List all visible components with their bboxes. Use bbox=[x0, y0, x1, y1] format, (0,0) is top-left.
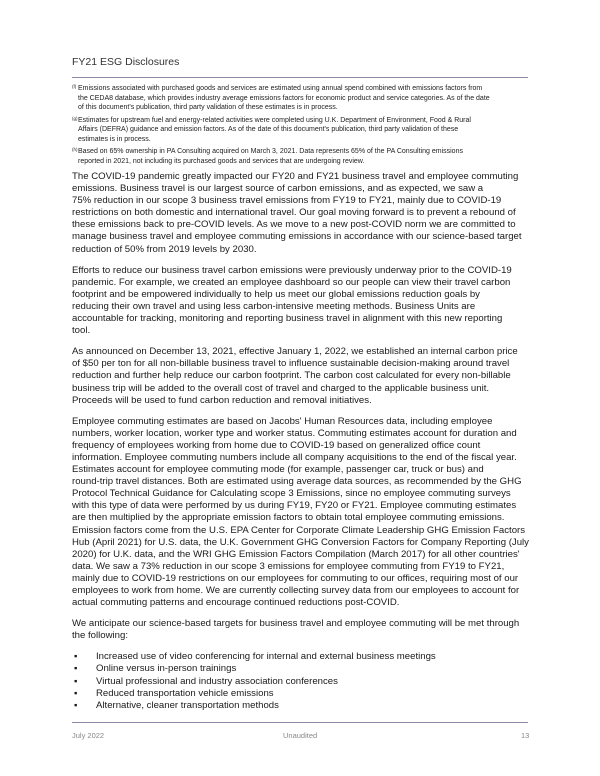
bullet-icon: ▪ bbox=[74, 699, 78, 711]
paragraph-line: are then multiplied by the appropriate emission factors to obtain total employee commuting emissions. bbox=[72, 512, 505, 524]
paragraph bbox=[72, 171, 542, 256]
footnote-line: reported in 2021, not including its purchased goods and services that are undergoing review. bbox=[78, 157, 365, 165]
body-text bbox=[72, 171, 542, 712]
paragraph-line: information. Employee commuting numbers include all company acquisitions to the end of the fiscal year. bbox=[72, 451, 517, 463]
paragraph-line: footprint and be empowered individually to help us meet our global emissions reduction goals by bbox=[72, 288, 480, 300]
paragraph-line: with this type of data were performed by us during FY19, FY20 or FY21. Employee commuting estimates bbox=[72, 500, 517, 512]
bullet-icon: ▪ bbox=[74, 651, 78, 663]
bullet-icon: ▪ bbox=[74, 663, 78, 675]
paragraph-line: the following: bbox=[72, 630, 128, 642]
page-header-title: FY21 ESG Disclosures bbox=[72, 56, 180, 68]
paragraph-line: Employee commuting estimates are based on Jacobs' Human Resources data, including employee bbox=[72, 415, 493, 427]
footer-status: Unaudited bbox=[283, 731, 318, 740]
paragraph-line: The COVID-19 pandemic greatly impacted our FY20 and FY21 business travel and employee commuting bbox=[72, 171, 519, 182]
paragraph-line: emissions. Business travel is our largest source of carbon emissions, and as expected, we saw a bbox=[72, 183, 484, 195]
paragraph bbox=[72, 265, 542, 338]
paragraph-line: pandemic. For example, we created an employee dashboard so our people can view their travel carbon bbox=[72, 276, 511, 288]
header-divider bbox=[72, 77, 528, 78]
footnote-line: Emissions associated with purchased goods and services are estimated using annual spend combined with emissions factors from bbox=[78, 85, 483, 92]
footnotes bbox=[72, 84, 542, 169]
paragraph-line: accountable for tracking, monitoring and reporting business travel in alignment with this new reporting bbox=[72, 313, 503, 325]
paragraph bbox=[72, 416, 542, 610]
footnote-line: of this document's publication, third party validation of these estimates is in process. bbox=[78, 104, 338, 111]
list-item-text: Alternative, cleaner transportation methods bbox=[96, 699, 279, 711]
list-item-text: Increased use of video conferencing for internal and external business meetings bbox=[96, 651, 436, 663]
footnote bbox=[72, 116, 542, 145]
bullet-icon: ▪ bbox=[74, 675, 78, 687]
footnote bbox=[72, 147, 542, 166]
footnote-line: Affairs (DEFRA) guidance and emission factors. As of the date of this document's publication, third party validation of these bbox=[78, 126, 459, 133]
paragraph-line: Protocol Technical Guidance for Calculating scope 3 Emissions, since no employee commuting surveys bbox=[72, 488, 511, 500]
page-number: 13 bbox=[521, 731, 530, 740]
paragraph-line: round-trip travel distances. Both are estimated using average data sources, as recommended by the GHG bbox=[72, 476, 522, 488]
paragraph-line: restrictions on both domestic and international travel. Our goal moving forward is to prevent a rebound of bbox=[72, 207, 516, 219]
bullet-icon: ▪ bbox=[74, 687, 78, 699]
paragraph-line: Hub (April 2021) for U.S. data, the U.K. Government GHG Conversion Factors for Company Reporting (July bbox=[72, 536, 529, 548]
paragraph-line: business trip will be added to the overall cost of travel and charged to the applicable business unit. bbox=[72, 382, 490, 394]
footnote-line: Estimates for upstream fuel and energy-related activities were completed using U.K. Department of Environment, Food & Rural bbox=[78, 116, 471, 124]
bullet-list bbox=[72, 651, 542, 711]
paragraph-line: Emission factors come from the U.S. EPA Center for Corporate Climate Leadership GHG Emission Factors bbox=[72, 524, 526, 536]
footnote-line: estimates is in process. bbox=[78, 135, 151, 143]
list-item bbox=[72, 700, 542, 712]
footnote-marker: (h) bbox=[72, 147, 78, 152]
list-item-text: Reduced transportation vehicle emissions bbox=[96, 687, 274, 699]
paragraph-line: reduction and further help reduce our carbon footprint. The carbon cost calculated for every non-billable bbox=[72, 370, 511, 382]
paragraph-line: tool. bbox=[72, 325, 91, 337]
paragraph-line: actual commuting patterns and encourage continued reductions post-COVID. bbox=[72, 597, 400, 609]
footnote-marker: (g) bbox=[72, 115, 78, 121]
paragraph-line: manage business travel and employee commuting emissions in accordance with our science-based target bbox=[72, 231, 522, 243]
footnote bbox=[72, 84, 542, 113]
footnote-line: the CEDA8 database, which provides industry average emissions factors for economic product and service categories. As of the date bbox=[78, 94, 490, 102]
footer-date: July 2022 bbox=[72, 731, 105, 740]
paragraph-line: frequency of employees working from home due to COVID-19 based on generalized office count bbox=[72, 439, 481, 451]
footer-divider bbox=[72, 722, 528, 723]
paragraph-line: We anticipate our science-based targets for business travel and employee commuting will be met through bbox=[72, 618, 520, 630]
paragraph-line: of $50 per ton for all non-billable business travel to influence sustainable decision-making around travel bbox=[72, 358, 510, 370]
paragraph bbox=[72, 618, 542, 642]
paragraph-line: reduction of 50% from 2019 levels by 2030. bbox=[72, 243, 257, 255]
paragraph-line: As announced on December 13, 2021, effective January 1, 2022, we established an internal carbon price bbox=[72, 346, 518, 358]
paragraph-line: these emissions back to pre-COVID levels. As we move to a new post-COVID norm we are committed to bbox=[72, 219, 516, 231]
paragraph-line: numbers, worker location, worker type and worker status. Commuting estimates account for duration and bbox=[72, 427, 517, 439]
paragraph-line: mainly due to COVID-19 restrictions on our employees for commuting to our offices, requiring most of our bbox=[72, 572, 519, 584]
list-item-text: Virtual professional and industry association conferences bbox=[96, 675, 338, 687]
paragraph-line: Efforts to reduce our business travel carbon emissions were previously underway prior to the COVID-19 bbox=[72, 264, 512, 276]
paragraph-line: reducing their own travel and using less carbon-intensive meeting methods. Business Units are bbox=[72, 300, 476, 312]
list-item bbox=[72, 676, 542, 688]
list-item bbox=[72, 663, 542, 675]
paragraph bbox=[72, 346, 542, 406]
paragraph-line: 2020) for U.K. data, and the WRI GHG Emission Factors Compilation (March 2017) for all other countries' bbox=[72, 548, 520, 560]
paragraph-line: 75% reduction in our scope 3 business travel emissions from FY19 to FY21, mainly due to COVID-19 bbox=[72, 195, 502, 207]
paragraph-line: employees to work from home. We are currently collecting survey data from our employees to account for bbox=[72, 585, 520, 596]
footnote-line: Based on 65% ownership in PA Consulting acquired on March 3, 2021. Data represents 65% of the PA Consulting emissions bbox=[78, 148, 463, 155]
paragraph-line: Proceeds will be used to fund carbon reduction and removal initiatives. bbox=[72, 394, 372, 406]
list-item bbox=[72, 651, 542, 663]
list-item-text: Online versus in-person trainings bbox=[96, 663, 237, 675]
paragraph-line: Estimates account for employee commuting mode (for example, passenger car, truck or bus) and bbox=[72, 464, 484, 476]
footnote-marker: (f) bbox=[72, 84, 77, 89]
list-item bbox=[72, 688, 542, 700]
paragraph-line: data. We saw a 73% reduction in our scope 3 emissions for employee commuting from FY19 to FY21, bbox=[72, 560, 505, 572]
